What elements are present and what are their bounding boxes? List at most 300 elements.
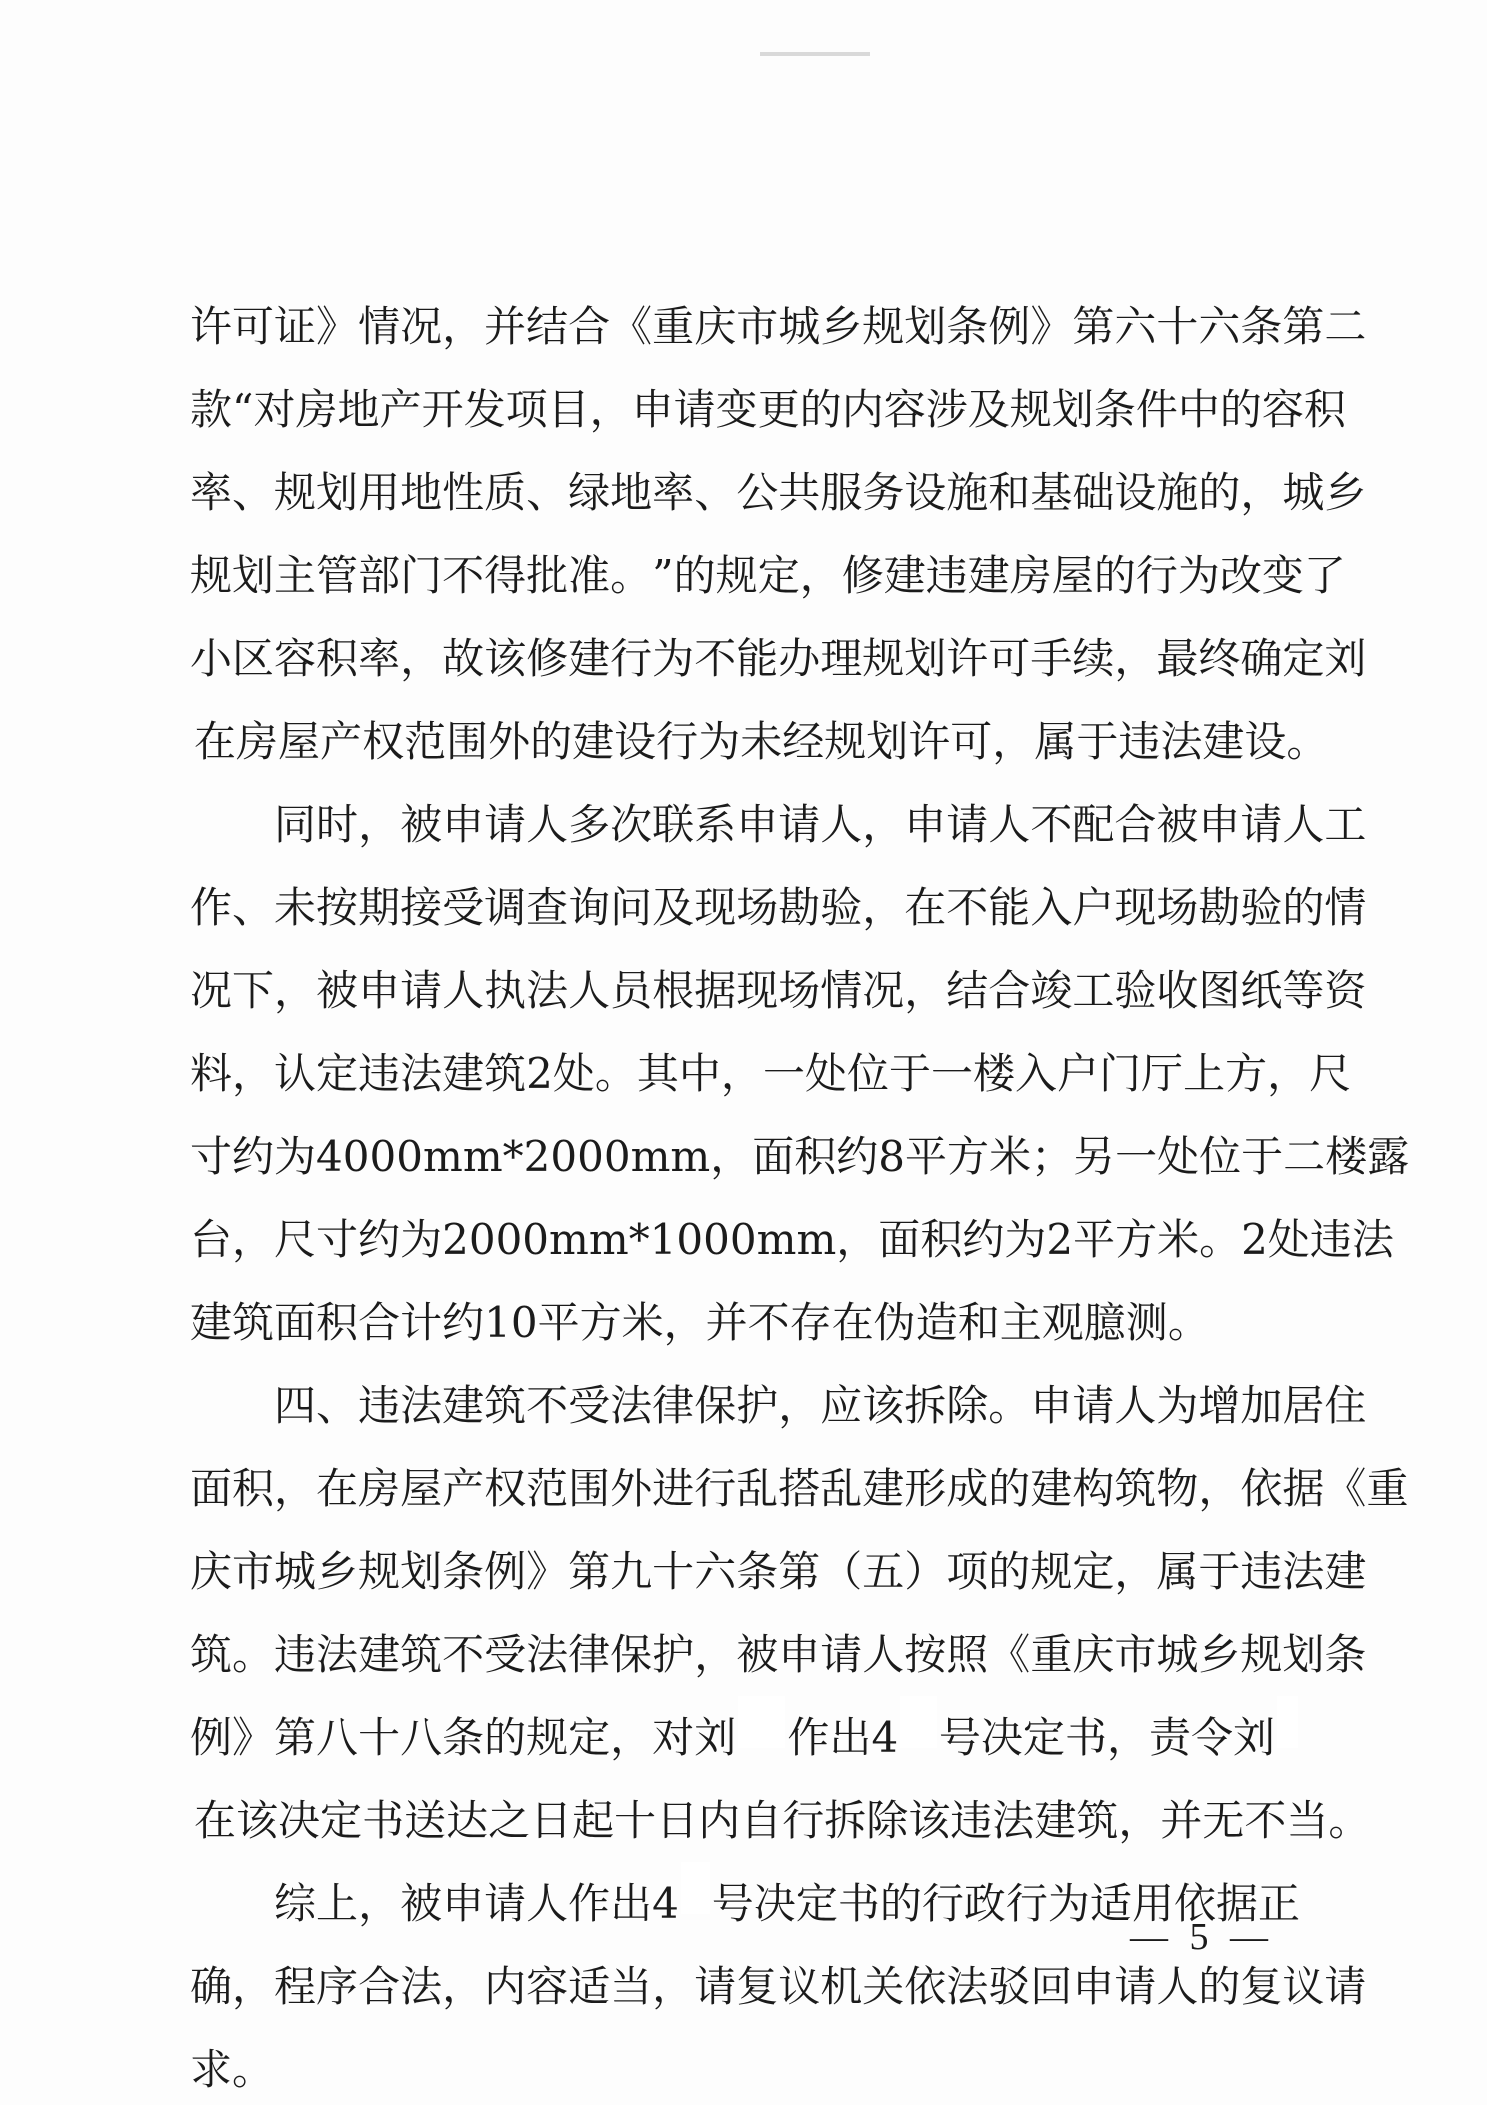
text-char: 令 — [1190, 1713, 1233, 1762]
text-char: 积 — [232, 1464, 275, 1513]
text-char: 建 — [572, 717, 615, 766]
text-char: 作 — [190, 883, 233, 932]
text-char: 屋 — [278, 717, 321, 766]
text-char: 划 — [232, 551, 275, 600]
text-char: 4 — [652, 1879, 679, 1928]
text-char: 日 — [530, 1796, 573, 1845]
text-char: ， — [710, 1132, 753, 1181]
text-char: 该 — [862, 1381, 905, 1430]
text-char: 在 — [194, 717, 237, 766]
text-char: 按 — [316, 883, 359, 932]
text-char: 筑 — [400, 1630, 443, 1679]
text-char: 性 — [442, 468, 485, 517]
text-char: 》 — [316, 302, 359, 351]
text-char: 人 — [526, 1879, 569, 1928]
text-char: 房 — [295, 385, 338, 434]
text-char: 内 — [484, 1962, 527, 2011]
text-char: 综 — [274, 1879, 317, 1928]
text-char: 请 — [1114, 1962, 1157, 2011]
text-char: m — [796, 1215, 837, 1264]
text-char: 配 — [1072, 800, 1115, 849]
text-char: 乡 — [820, 302, 863, 351]
text-char: 0 — [676, 1215, 704, 1264]
text-char: 定 — [757, 551, 800, 600]
text-char: 。 — [988, 1381, 1031, 1430]
text-char: 面 — [752, 1132, 795, 1181]
text-char: 和 — [988, 468, 1031, 517]
text-char: 务 — [862, 468, 905, 517]
text-char: 设 — [904, 468, 947, 517]
text-char: 不 — [442, 1630, 485, 1679]
text-char: 违 — [950, 1796, 993, 1845]
text-char: 法 — [316, 1630, 359, 1679]
text-char: 平 — [537, 1298, 580, 1347]
text-char: 乡 — [1198, 1630, 1241, 1679]
text-char: 容 — [1261, 385, 1304, 434]
text-char: 不 — [442, 551, 485, 600]
text-char: 伪 — [873, 1298, 916, 1347]
text-char: 为 — [1156, 1381, 1199, 1430]
text-char: ， — [1198, 1464, 1241, 1513]
text-char: 不 — [1244, 1796, 1287, 1845]
text-char: 工 — [1324, 800, 1367, 849]
text-char: 被 — [400, 800, 443, 849]
text-char: 行 — [656, 717, 699, 766]
text-char: 8 — [878, 1132, 906, 1181]
text-char: 违 — [925, 551, 968, 600]
text-char: ， — [442, 1962, 485, 2011]
text-char: 终 — [1198, 634, 1241, 683]
text-char: 书 — [1064, 1713, 1107, 1762]
text-char: 划 — [866, 717, 909, 766]
text-char: 改 — [1219, 551, 1262, 600]
text-char: 、 — [526, 468, 569, 517]
text-char: 城 — [1282, 468, 1325, 517]
text-char: 六 — [1198, 302, 1241, 351]
text-char: 更 — [757, 385, 800, 434]
text-char: 上 — [1183, 1049, 1226, 1098]
text-char: 合 — [988, 966, 1031, 1015]
text-char: 米 — [621, 1298, 664, 1347]
text-char: 除 — [866, 1796, 909, 1845]
text-char: 。 — [232, 1630, 275, 1679]
text-char: 准 — [568, 551, 611, 600]
text-char: 在 — [194, 1796, 237, 1845]
text-char: 观 — [1041, 1298, 1084, 1347]
text-char: 位 — [846, 1049, 889, 1098]
text-char: 请 — [694, 1962, 737, 2011]
text-char — [190, 1364, 232, 1447]
text-char: ， — [663, 1298, 706, 1347]
text-char: 修 — [526, 634, 569, 683]
text-char: 在 — [831, 1298, 874, 1347]
text-char: 房 — [358, 1464, 401, 1513]
text-char: 违 — [1118, 717, 1161, 766]
text-char: ， — [694, 1630, 737, 1679]
text-line — [190, 1530, 1367, 1613]
text-char: 0 — [495, 1215, 523, 1264]
text-char: 二 — [1283, 1132, 1326, 1181]
text-line — [190, 534, 1346, 617]
text-char: 乱 — [736, 1464, 779, 1513]
text-char: 一 — [931, 1049, 974, 1098]
text-char: 违 — [274, 1630, 317, 1679]
text-char: 约 — [232, 1132, 275, 1181]
text-char: 造 — [915, 1298, 958, 1347]
text-char: 0 — [396, 1132, 423, 1181]
text-char: 最 — [1156, 634, 1199, 683]
text-char: 权 — [362, 717, 405, 766]
text-char: 竣 — [1030, 966, 1073, 1015]
text-char — [232, 1862, 274, 1945]
text-char: ， — [720, 1049, 763, 1098]
text-char: 乱 — [820, 1464, 863, 1513]
text-char: 第 — [568, 1547, 611, 1596]
text-char: 律 — [568, 1630, 611, 1679]
text-char: 书 — [837, 1879, 880, 1928]
text-char: 划 — [316, 468, 359, 517]
text-char: 能 — [736, 634, 779, 683]
text-char: 定 — [568, 1713, 611, 1762]
text-char: 米 — [1157, 1215, 1200, 1264]
text-line — [190, 1696, 1300, 1779]
text-char: 法 — [1160, 717, 1203, 766]
text-char: ， — [1114, 634, 1157, 683]
text-char: 0 — [550, 1132, 578, 1181]
text-char: 面 — [274, 1298, 317, 1347]
text-char: 、 — [232, 883, 275, 932]
text-line — [190, 1447, 1409, 1530]
text-char: 市 — [1114, 1630, 1157, 1679]
text-char: 属 — [1156, 1547, 1199, 1596]
text-char: 计 — [400, 1298, 443, 1347]
text-char: 主 — [274, 551, 317, 600]
text-char: 法 — [1282, 1547, 1325, 1596]
text-char: 政 — [963, 1879, 1006, 1928]
text-char: 人 — [526, 800, 569, 849]
text-char: 重 — [1030, 1630, 1073, 1679]
text-char: 合 — [358, 1962, 401, 2011]
text-char: 请 — [1324, 1962, 1367, 2011]
text-char: 人 — [862, 1630, 905, 1679]
text-char: 乡 — [316, 1547, 359, 1596]
text-char: 础 — [1072, 468, 1115, 517]
text-char: 书 — [362, 1796, 405, 1845]
text-char: 号 — [938, 1713, 981, 1762]
text-line — [190, 1613, 1367, 1696]
text-char: 并 — [705, 1298, 748, 1347]
text-char: ， — [862, 883, 905, 932]
text-char: 绿 — [568, 468, 611, 517]
text-char: 。 — [1286, 717, 1329, 766]
text-char: 驳 — [988, 1962, 1031, 2011]
text-line — [190, 451, 1367, 534]
text-line — [190, 368, 1346, 451]
text-char: 0 — [342, 1132, 370, 1181]
text-line — [190, 700, 1329, 783]
text-char: 房 — [1009, 551, 1052, 600]
text-char: 纸 — [1240, 966, 1283, 1015]
text-char: 程 — [274, 1962, 317, 2011]
text-char: 公 — [736, 468, 779, 517]
text-char: 在 — [904, 883, 947, 932]
text-char: 0 — [577, 1132, 604, 1181]
text-char: 面 — [190, 1464, 233, 1513]
text-char: 保 — [610, 1630, 653, 1679]
text-char: 适 — [1089, 1879, 1132, 1928]
text-char: 台 — [190, 1215, 233, 1264]
text-char: 决 — [980, 1713, 1023, 1762]
text-char: 建 — [862, 1464, 905, 1513]
text-char: 0 — [603, 1132, 631, 1181]
text-char: 和 — [957, 1298, 1000, 1347]
text-char: 为 — [1004, 1215, 1047, 1264]
text-char: 对 — [253, 385, 296, 434]
text-char: 测 — [1125, 1298, 1168, 1347]
text-char: 寸 — [316, 1215, 359, 1264]
text-char: 1 — [649, 1215, 677, 1264]
text-char: ， — [232, 1962, 275, 2011]
text-char: 方 — [1115, 1215, 1158, 1264]
text-char: 第 — [1072, 302, 1115, 351]
text-char: 建 — [1034, 1796, 1077, 1845]
text-char: 据 — [1215, 1879, 1258, 1928]
text-char: 建 — [967, 551, 1010, 600]
text-char: ， — [652, 1962, 695, 2011]
text-char: 2 — [523, 1132, 551, 1181]
text-char: 调 — [484, 883, 527, 932]
text-char: 出 — [829, 1713, 872, 1762]
text-char: 发 — [463, 385, 506, 434]
text-char: 定 — [320, 1796, 363, 1845]
scan-mark — [760, 52, 870, 56]
text-char: 故 — [442, 634, 485, 683]
text-char: 违 — [358, 1049, 401, 1098]
text-char: 设 — [1244, 717, 1287, 766]
text-char: 合 — [568, 302, 611, 351]
text-char: 场 — [778, 966, 821, 1015]
text-char: 2 — [1046, 1215, 1074, 1264]
text-char: 被 — [316, 966, 359, 1015]
text-char: 臆 — [1083, 1298, 1126, 1347]
text-line — [190, 2028, 1300, 2111]
text-char: 地 — [337, 385, 380, 434]
text-char: 2 — [526, 1049, 553, 1098]
text-char: 基 — [1030, 468, 1073, 517]
text-char: 条 — [442, 1547, 485, 1596]
text-char: 八 — [316, 1713, 359, 1762]
text-char: 请 — [484, 1879, 527, 1928]
text-char: 并 — [484, 302, 527, 351]
text-char: 建 — [1324, 1547, 1367, 1596]
text-char: 入 — [1030, 883, 1073, 932]
text-char: 收 — [1156, 966, 1199, 1015]
text-char: * — [628, 1215, 650, 1264]
text-char: 问 — [610, 883, 653, 932]
text-char: 规 — [862, 302, 905, 351]
text-char: 可 — [988, 634, 1031, 683]
text-char: 的 — [1093, 551, 1136, 600]
text-char: 、 — [694, 468, 737, 517]
text-char: * — [502, 1132, 524, 1181]
text-char: 刘 — [1324, 634, 1367, 683]
text-char: 请 — [400, 966, 443, 1015]
text-char: 验 — [1114, 966, 1157, 1015]
text-char: 可 — [232, 302, 275, 351]
page-number: — 5 — — [1130, 1916, 1274, 1958]
text-char: 适 — [568, 1962, 611, 2011]
text-char: 照 — [946, 1630, 989, 1679]
text-char: ， — [610, 1713, 653, 1762]
text-char: 十 — [358, 1713, 401, 1762]
text-char: 建 — [442, 1381, 485, 1430]
text-char: 质 — [484, 468, 527, 517]
text-char: 请 — [778, 800, 821, 849]
text-char: 用 — [1131, 1879, 1174, 1928]
text-char: 处 — [1157, 1132, 1200, 1181]
text-char: 条 — [442, 1713, 485, 1762]
text-char: 条 — [1240, 302, 1283, 351]
text-char: 产 — [442, 1464, 485, 1513]
text-char: ” — [652, 551, 674, 600]
text-char: 0 — [468, 1215, 496, 1264]
text-char: 区 — [232, 634, 275, 683]
text-char: 定 — [1072, 1547, 1115, 1596]
text-char: 系 — [694, 800, 737, 849]
text-char: 合 — [358, 1298, 401, 1347]
text-char: 关 — [862, 1962, 905, 2011]
text-char: 划 — [1051, 385, 1094, 434]
text-char: ， — [799, 551, 842, 600]
text-char: 规 — [274, 468, 317, 517]
text-char: 员 — [610, 966, 653, 1015]
text-char: 现 — [1114, 883, 1157, 932]
text-char: 施 — [946, 468, 989, 517]
text-char: 勘 — [1198, 883, 1241, 932]
text-char: 4 — [316, 1132, 343, 1181]
text-char: 人 — [820, 800, 863, 849]
text-char: 变 — [715, 385, 758, 434]
text-char: 不 — [946, 883, 989, 932]
text-char: 搭 — [778, 1464, 821, 1513]
text-char: 于 — [1198, 1547, 1241, 1596]
text-char: 一 — [762, 1049, 805, 1098]
text-line — [190, 1032, 1352, 1115]
text-char: 请 — [1072, 1381, 1115, 1430]
text-char: 设 — [614, 717, 657, 766]
text-char: 规 — [1240, 1630, 1283, 1679]
text-char: 共 — [778, 468, 821, 517]
text-char: ， — [442, 302, 485, 351]
text-char: 建 — [190, 1298, 233, 1347]
text-char: 申 — [736, 800, 779, 849]
text-char: 例 — [190, 1713, 233, 1762]
text-char: 积 — [920, 1215, 963, 1264]
text-char: 管 — [316, 551, 359, 600]
text-char: 条 — [1093, 385, 1136, 434]
text-char: 的 — [1198, 1962, 1241, 2011]
text-char: 受 — [484, 1630, 527, 1679]
text-char: 服 — [820, 468, 863, 517]
text-char: 续 — [1072, 634, 1115, 683]
text-char: 当 — [610, 1962, 653, 2011]
text-line — [190, 949, 1367, 1032]
text-char: 六 — [694, 1547, 737, 1596]
text-char: 为 — [652, 634, 695, 683]
text-char: 的 — [879, 1879, 922, 1928]
text-char: 人 — [988, 800, 1031, 849]
text-char: 围 — [446, 717, 489, 766]
text-char: 行 — [610, 634, 653, 683]
text-char: 出 — [610, 1879, 653, 1928]
text-char: 进 — [652, 1464, 695, 1513]
text-char: 的 — [1219, 385, 1262, 434]
text-char: 第 — [274, 1713, 317, 1762]
text-char: 人 — [1114, 1381, 1157, 1430]
text-char: 、 — [232, 468, 275, 517]
text-char: 拆 — [904, 1381, 947, 1430]
text-char: 尺 — [1309, 1049, 1352, 1098]
text-char: ， — [1106, 1713, 1149, 1762]
text-char: 条 — [1324, 1630, 1367, 1679]
text-char — [190, 1862, 232, 1945]
text-char: 日 — [656, 1796, 699, 1845]
text-char: 求 — [190, 2045, 233, 2094]
text-char: 行 — [1005, 1879, 1048, 1928]
text-char: 住 — [1324, 1381, 1367, 1430]
text-char: 法 — [400, 1381, 443, 1430]
text-char: 建 — [358, 1630, 401, 1679]
text-char: 建 — [1030, 1464, 1073, 1513]
text-char: 该 — [908, 1796, 951, 1845]
text-char: 0 — [522, 1215, 550, 1264]
text-char: 违 — [358, 1381, 401, 1430]
text-char: 变 — [1261, 551, 1304, 600]
text-char: 回 — [1030, 1962, 1073, 2011]
text-char: 门 — [1099, 1049, 1142, 1098]
text-char: 自 — [740, 1796, 783, 1845]
text-char: 能 — [988, 883, 1031, 932]
text-line — [190, 866, 1367, 949]
text-char: 定 — [316, 1049, 359, 1098]
text-char: 约 — [358, 1215, 401, 1264]
text-char: 范 — [404, 717, 447, 766]
text-char: 依 — [1240, 1464, 1283, 1513]
text-char: 例 — [484, 1547, 527, 1596]
text-char: 容 — [526, 1962, 569, 2011]
redaction-box — [738, 1696, 785, 1748]
text-char: 《 — [988, 1630, 1031, 1679]
text-char: 施 — [1156, 468, 1199, 517]
text-char: 内 — [841, 385, 884, 434]
text-char: 违 — [1309, 1215, 1352, 1264]
text-char: 0 — [369, 1132, 397, 1181]
text-char: 法 — [400, 1962, 443, 2011]
text-char: 情 — [358, 302, 401, 351]
text-char: 例 — [988, 302, 1031, 351]
text-char: 筑 — [484, 1049, 527, 1098]
text-char: 申 — [1198, 800, 1241, 849]
text-char: 定 — [1022, 1713, 1065, 1762]
text-char: 等 — [1282, 966, 1325, 1015]
text-char: 无 — [1202, 1796, 1245, 1845]
text-char: 次 — [610, 800, 653, 849]
text-char: ， — [400, 634, 443, 683]
text-char: 议 — [1282, 1962, 1325, 2011]
text-char: 下 — [232, 966, 275, 1015]
text-char: 六 — [1114, 302, 1157, 351]
text-char: 议 — [778, 1962, 821, 2011]
